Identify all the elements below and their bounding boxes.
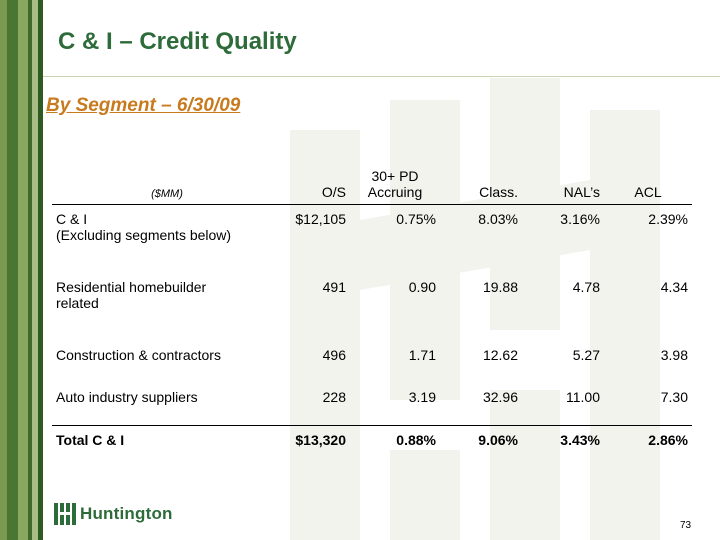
table-cell: 4.78 [572, 279, 600, 295]
page-title: C & I – Credit Quality [58, 28, 297, 55]
table-cell: 228 [322, 389, 346, 405]
units-label: ($MM) [52, 168, 282, 205]
row-label: C & I (Excluding segments below) [56, 211, 232, 243]
title-divider [43, 76, 720, 77]
table-cell: 1.71 [408, 347, 436, 363]
table-row [52, 273, 692, 341]
row-label: Construction & contractors [56, 347, 221, 363]
table-cell: 2.39% [648, 211, 688, 227]
table-cell: 7.30 [660, 389, 688, 405]
left-stripe [7, 0, 18, 540]
table-cell: 0.88% [350, 426, 440, 461]
row-label: Residential homebuilder related [56, 279, 207, 311]
huntington-logo-icon [54, 503, 76, 525]
table-cell: 12.62 [482, 347, 518, 363]
table-cell: 8.03% [478, 211, 518, 227]
table-row [52, 383, 692, 426]
left-stripe [38, 0, 43, 540]
table-cell: 3.16% [560, 211, 600, 227]
column-header: 30+ PD Accruing [350, 168, 440, 205]
table-cell: $12,105 [295, 211, 346, 227]
table-cell: 5.27 [572, 347, 600, 363]
huntington-logo [54, 503, 173, 525]
column-header: ACL [604, 168, 692, 205]
table-cell: 2.86% [604, 426, 692, 461]
column-header: O/S [282, 168, 350, 205]
table-cell: 0.75% [396, 211, 436, 227]
row-label: Auto industry suppliers [56, 389, 198, 405]
table-total-row [52, 426, 692, 461]
table-row [52, 341, 692, 383]
table-cell: 19.88 [482, 279, 518, 295]
table-cell: 9.06% [440, 426, 522, 461]
page-subtitle: By Segment – 6/30/09 [46, 95, 241, 116]
credit-quality-table [52, 168, 692, 460]
table-cell: 496 [322, 347, 346, 363]
left-stripe [18, 0, 28, 540]
table-cell: 0.90 [408, 279, 436, 295]
table-cell: $13,320 [282, 426, 350, 461]
table-cell: 3.98 [660, 347, 688, 363]
table-cell: 3.43% [522, 426, 604, 461]
page-number: 73 [680, 520, 692, 531]
table-cell: 4.34 [660, 279, 688, 295]
column-header: Class. [440, 168, 522, 205]
brand-name: Huntington [80, 504, 173, 523]
row-label: Total C & I [52, 426, 282, 461]
table-cell: 491 [322, 279, 346, 295]
table-header-row [52, 168, 692, 205]
table-row [52, 205, 692, 274]
column-header: NAL’s [522, 168, 604, 205]
table-cell: 32.96 [482, 389, 518, 405]
left-stripe [0, 0, 7, 540]
table-cell: 3.19 [408, 389, 436, 405]
table-cell: 11.00 [566, 389, 600, 405]
